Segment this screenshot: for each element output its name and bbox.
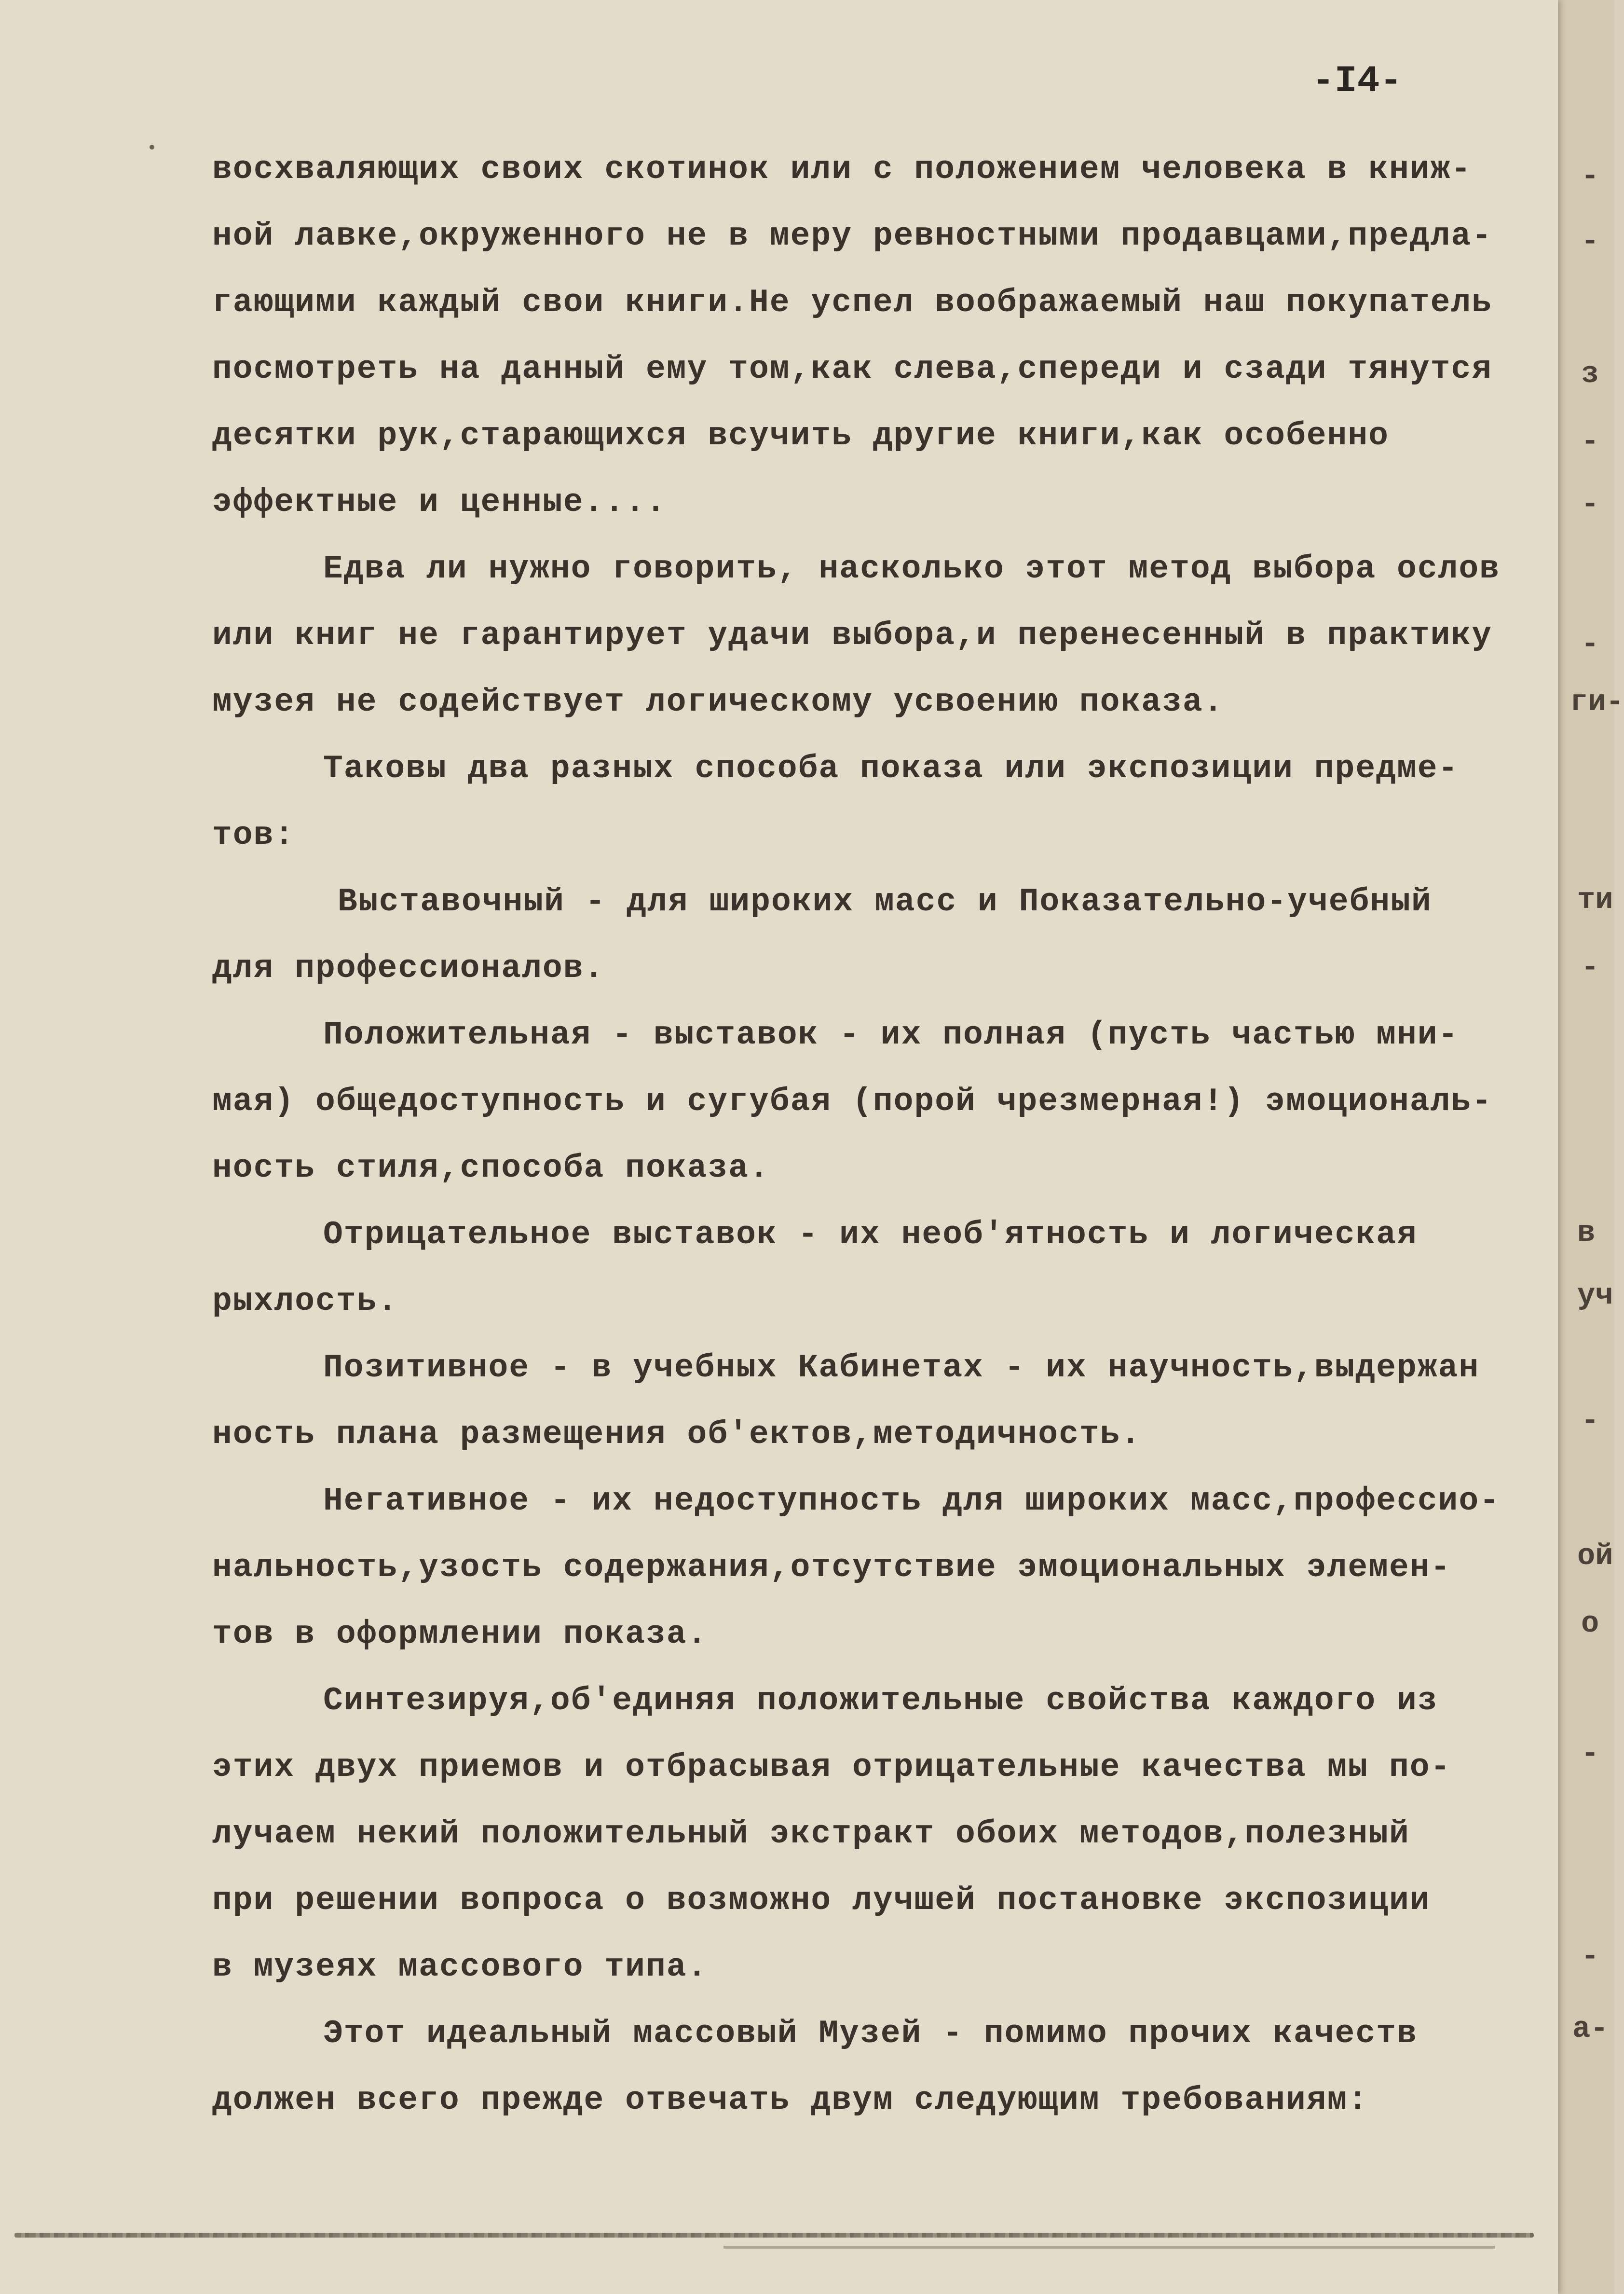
edge-fragment: - xyxy=(1581,159,1599,193)
ink-dot xyxy=(150,145,154,150)
paragraph-first-line: Положительная - выставок - их полная (пусть частью мни- xyxy=(323,1017,1459,1054)
text-line: при решении вопроса о возможно лучшей постановке экспозиции xyxy=(212,1882,1431,1919)
edge-fragment: - xyxy=(1581,1404,1599,1438)
text-line: тов в оформлении показа. xyxy=(212,1616,708,1653)
text-line: рыхлость. xyxy=(212,1283,398,1320)
edge-fragment: - xyxy=(1581,425,1599,459)
edge-fragment: ой xyxy=(1577,1539,1613,1573)
paragraph-first-line: Выставочный - для широких масс и Показательно-учебный xyxy=(338,883,1432,920)
text-line: гающими каждый свои книги.Не успел воображаемый наш покупатель xyxy=(212,284,1493,321)
edge-fragment: - xyxy=(1581,950,1599,985)
text-line: ность стиля,способа показа. xyxy=(212,1150,770,1187)
text-line: восхваляющих своих скотинок или с положением человека в книж- xyxy=(212,151,1472,188)
text-line: лучаем некий положительный экстракт обоих методов,полезный xyxy=(212,1815,1410,1853)
text-line: или книг не гарантирует удачи выбора,и перенесенный в практику xyxy=(212,617,1493,654)
text-line: должен всего прежде отвечать двум следующим требованиям: xyxy=(212,2082,1369,2119)
edge-fragment: - xyxy=(1581,1939,1599,1974)
text-line: десятки рук,старающихся всучить другие книги,как особенно xyxy=(212,417,1389,454)
text-line: для профессионалов. xyxy=(212,950,605,987)
paragraph-first-line: Синтезируя,об'единяя положительные свойства каждого из xyxy=(323,1682,1438,1719)
edge-fragment: ти xyxy=(1577,883,1613,917)
edge-fragment: уч xyxy=(1577,1278,1613,1313)
bottom-binding-rule xyxy=(14,2233,1534,2238)
paragraph-first-line: Отрицательное выставок - их необ'ятность и логическая xyxy=(323,1216,1418,1253)
edge-fragment: з xyxy=(1581,357,1599,391)
text-line: эффектные и ценные.... xyxy=(212,484,667,521)
paragraph-first-line: Таковы два разных способа показа или экспозиции предме- xyxy=(323,750,1459,787)
text-line: музея не содействует логическому усвоению показа. xyxy=(212,684,1224,721)
edge-fragment: о xyxy=(1581,1607,1599,1641)
paragraph-first-line: Этот идеальный массовый Музей - помимо прочих качеств xyxy=(323,2015,1418,2052)
edge-fragment: - xyxy=(1581,1737,1599,1771)
paragraph-first-line: Негативное - их недоступность для широких масс,професcио- xyxy=(323,1483,1500,1520)
edge-fragment: - xyxy=(1581,487,1599,522)
text-line: ность плана размещения об'ектов,методичность. xyxy=(212,1416,1142,1453)
text-line: тов: xyxy=(212,817,295,854)
edge-fragment: - xyxy=(1581,224,1599,259)
page-number: -I4- xyxy=(1312,60,1403,103)
text-line: посмотреть на данный ему том,как слева,спереди и сзади тянутся xyxy=(212,351,1493,388)
paragraph-first-line: Едва ли нужно говорить, насколько этот метод выбора ослов xyxy=(323,550,1500,588)
text-line: нальность,узость содержания,отсутствие эмоциональных элемен- xyxy=(212,1549,1451,1586)
edge-fragment: а- xyxy=(1572,2012,1609,2046)
edge-fragment: в xyxy=(1577,1216,1596,1250)
bottom-binding-rule-secondary xyxy=(723,2246,1495,2249)
edge-fragment: - xyxy=(1581,627,1599,661)
text-line: ной лавке,окруженного не в меру ревностными продавцами,предла- xyxy=(212,218,1493,255)
text-line: мая) общедоступность и сугубая (порой чрезмерная!) эмоциональ- xyxy=(212,1083,1493,1120)
text-line: этих двух приемов и отбрасывая отрицательные качества мы по- xyxy=(212,1749,1451,1786)
text-line: в музеях массового типа. xyxy=(212,1949,708,1986)
paragraph-first-line: Позитивное - в учебных Кабинетах - их научность,выдержан xyxy=(323,1349,1480,1387)
edge-fragment: ги- xyxy=(1570,685,1624,719)
